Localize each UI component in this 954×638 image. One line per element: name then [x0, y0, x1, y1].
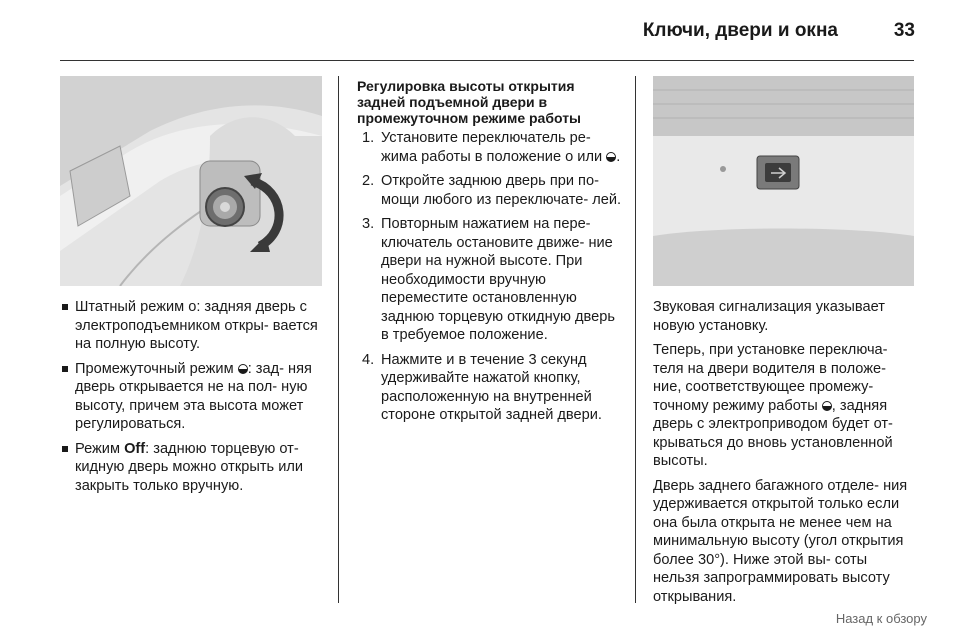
section-heading: Регулировка высоты открытия задней подъемной двери в промежуточном режиме работы	[357, 78, 582, 126]
left-column	[60, 298, 330, 501]
step-item: 2. Откройте заднюю дверь при по- мощи любого из переключате- лей.	[362, 173, 622, 208]
column-divider-1	[338, 76, 339, 603]
half-circle-mode-icon	[238, 364, 248, 374]
header-rule	[60, 60, 914, 61]
back-to-overview-link[interactable]: Назад к обзору	[835, 611, 927, 626]
middle-column	[357, 78, 622, 431]
half-circle-mode-icon	[822, 401, 832, 411]
bullet-intermediate-mode: Промежуточный режим : зад- няя дверь открывается не на пол- ную высоту, причем эта высота может регулироваться.	[60, 360, 330, 434]
half-circle-mode-icon	[606, 152, 616, 162]
door-panel-switch-illustration	[60, 76, 322, 286]
bullet-square-icon	[62, 304, 68, 310]
chapter-title: Ключи, двери и окна	[642, 20, 838, 41]
step-item: 3. Повторным нажатием на пере- ключатель остановите движе- ние двери на нужной высоте. При необходимости вручную переместите остановленную заднюю торцевую откидную дверь в требуемое положение.	[362, 216, 615, 343]
paragraph-setting: Теперь, при установке переключа- теля на двери водителя в положе- ние, соответствующее промежу- точному режиму работы , задняя дверь с электроприводом будет от- крываться до вновь установленной высоты.	[653, 342, 893, 469]
tailgate-button-illustration	[653, 76, 914, 286]
paragraph-hold: Дверь заднего багажного отделе- ния удерживается открытой только если она была открыта не менее чем на минимальную высоту (угол открытия более 30°). Ниже этой вы- соты нельзя запрограммировать высоту открывания.	[653, 477, 908, 605]
bullet-square-icon	[62, 366, 68, 372]
column-divider-2	[635, 76, 636, 603]
paragraph-signal: Звуковая сигнализация указывает новую установку.	[653, 299, 885, 334]
bullet-normal-mode: Штатный режим о: задняя дверь с электроподъемником откры- вается на полную высоту.	[60, 298, 330, 354]
right-column	[653, 298, 917, 612]
step-item: 4. Нажмите и в течение 3 секунд удерживайте нажатой кнопку, расположенную на внутренней стороне открытой задней двери.	[362, 351, 602, 423]
page-number: 33	[893, 20, 915, 41]
bullet-square-icon	[62, 446, 68, 452]
step-item: 1. Установите переключатель ре- жима работы в положение о или .	[362, 130, 621, 165]
bullet-off-mode: Режим Off: заднюю торцевую от- кидную дверь можно открыть или закрыть только вручную.	[60, 440, 330, 496]
